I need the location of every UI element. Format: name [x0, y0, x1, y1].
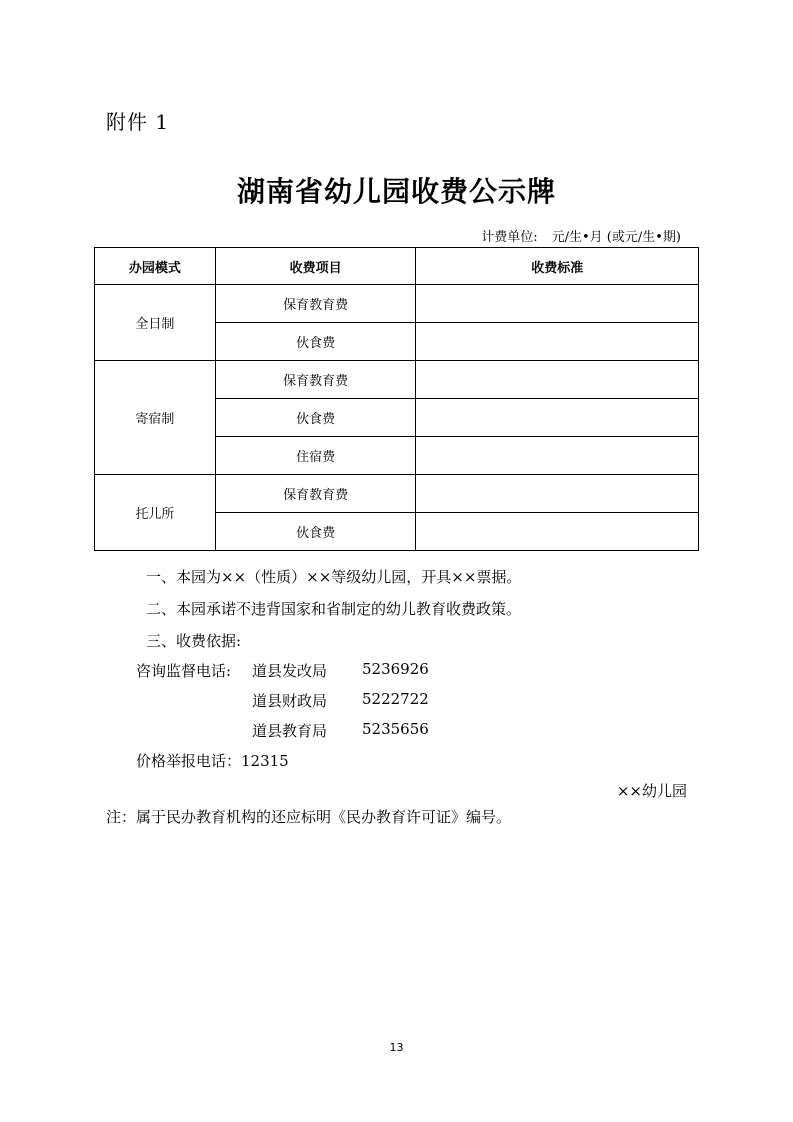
report-phone: 价格举报电话：12315 [136, 752, 289, 770]
standard-cell [416, 285, 699, 323]
table-row [95, 285, 699, 323]
mode-cell: 寄宿制 [95, 361, 216, 475]
mode-cell: 全日制 [95, 285, 216, 361]
item-cell: 伙食费 [215, 399, 416, 437]
fee-table [94, 247, 699, 551]
contact-name: 道县财政局 [252, 692, 328, 710]
item-cell: 住宿费 [215, 437, 416, 475]
item-cell: 伙食费 [215, 323, 416, 361]
standard-cell [416, 361, 699, 399]
header-standard: 收费标准 [416, 248, 699, 285]
item-cell: 保育教育费 [215, 475, 416, 513]
mode-cell: 托儿所 [95, 475, 216, 551]
unit-value: 元/生•月 (或元/生•期) [551, 230, 681, 245]
unit-label: 计费单位: [481, 230, 538, 245]
footnote: 注：属于民办教育机构的还应标明《民办教育许可证》编号。 [106, 808, 512, 826]
signature: ××幼儿园 [616, 782, 687, 800]
item-cell: 保育教育费 [215, 285, 416, 323]
page-number: 13 [389, 1041, 404, 1054]
note-2: 二、本园承诺不违背国家和省制定的幼儿教育收费政策。 [146, 600, 522, 618]
unit-line [467, 226, 681, 245]
table-header-row [95, 248, 699, 285]
item-cell: 伙食费 [215, 513, 416, 551]
header-mode: 办园模式 [95, 248, 216, 285]
item-cell: 保育教育费 [215, 361, 416, 399]
standard-cell [416, 513, 699, 551]
contact-name: 道县教育局 [252, 722, 328, 740]
standard-cell [416, 323, 699, 361]
standard-cell [416, 399, 699, 437]
page-title: 湖南省幼儿园收费公示牌 [236, 175, 556, 208]
table-row [95, 361, 699, 399]
contact-name: 道县发改局 [252, 662, 328, 680]
header-item: 收费项目 [215, 248, 416, 285]
standard-cell [416, 475, 699, 513]
standard-cell [416, 437, 699, 475]
note-3: 三、收费依据: [146, 632, 242, 650]
contact-phone: 5236926 [362, 660, 429, 678]
contact-phone: 5222722 [362, 690, 429, 708]
table-row [95, 475, 699, 513]
contact-phone: 5235656 [362, 720, 429, 738]
note-1: 一、本园为××（性质）××等级幼儿园，开具××票据。 [146, 568, 522, 586]
consult-label: 咨询监督电话: [136, 662, 232, 680]
attachment-label: 附件 1 [106, 110, 170, 134]
